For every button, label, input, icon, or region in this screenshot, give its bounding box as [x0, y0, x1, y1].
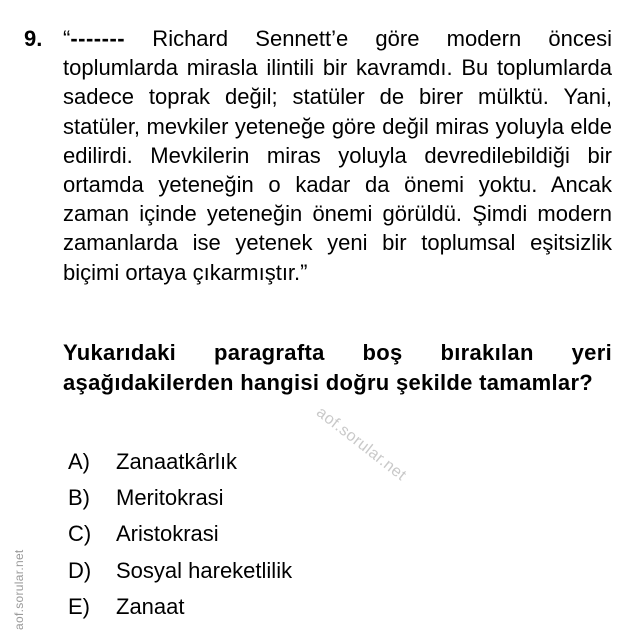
- watermark-side: aof.sorular.net: [12, 549, 26, 630]
- watermark-diagonal: aof.sorular.net: [313, 403, 410, 485]
- option-text: Zanaat: [116, 593, 185, 619]
- option-text: Meritokrasi: [116, 485, 224, 511]
- answer-options: [68, 444, 292, 625]
- option-letter: E): [68, 593, 90, 619]
- option-text: Aristokrasi: [116, 521, 219, 547]
- option-d[interactable]: [68, 553, 292, 589]
- question-prompt: Yukarıdaki paragrafta boş bırakılan yeri aşağıdakilerden hangisi doğru şekilde tamamlar?: [63, 340, 612, 395]
- option-a[interactable]: [68, 444, 292, 480]
- stem-open-quote: “: [63, 26, 71, 51]
- option-letter: B): [68, 485, 90, 511]
- option-letter: D): [68, 557, 92, 583]
- question-stem: [63, 24, 612, 287]
- option-letter: A): [68, 449, 90, 474]
- stem-blank: -------: [70, 26, 126, 51]
- stem-text: Richard Sennett’e göre modern öncesi toplumlarda mirasla ilintili bir kavramdı. Bu toplumlarda sadece toprak değil; statüler de birer mülktü. Yani, statüler, mevkiler yeteneğe göre değil miras yoluyla elde edilirdi. Mevkilerin miras yoluyla devredilebildiği bir ortamda yeteneğin o kadar da önemi yoktu. Ancak zaman içinde yeteneğin önemi görüldü. Şimdi modern zamanlarda ise yetenek yeni bir toplumsal eşitsizlik biçimi ortaya çıkarmıştır.”: [63, 26, 612, 285]
- option-text: Zanaatkârlık: [116, 449, 238, 474]
- option-text: Sosyal hareketlilik: [116, 557, 293, 583]
- question-number: 9.: [24, 26, 43, 51]
- option-c[interactable]: [68, 516, 292, 552]
- option-letter: C): [68, 521, 92, 547]
- option-e[interactable]: [68, 589, 292, 625]
- option-b[interactable]: [68, 480, 292, 516]
